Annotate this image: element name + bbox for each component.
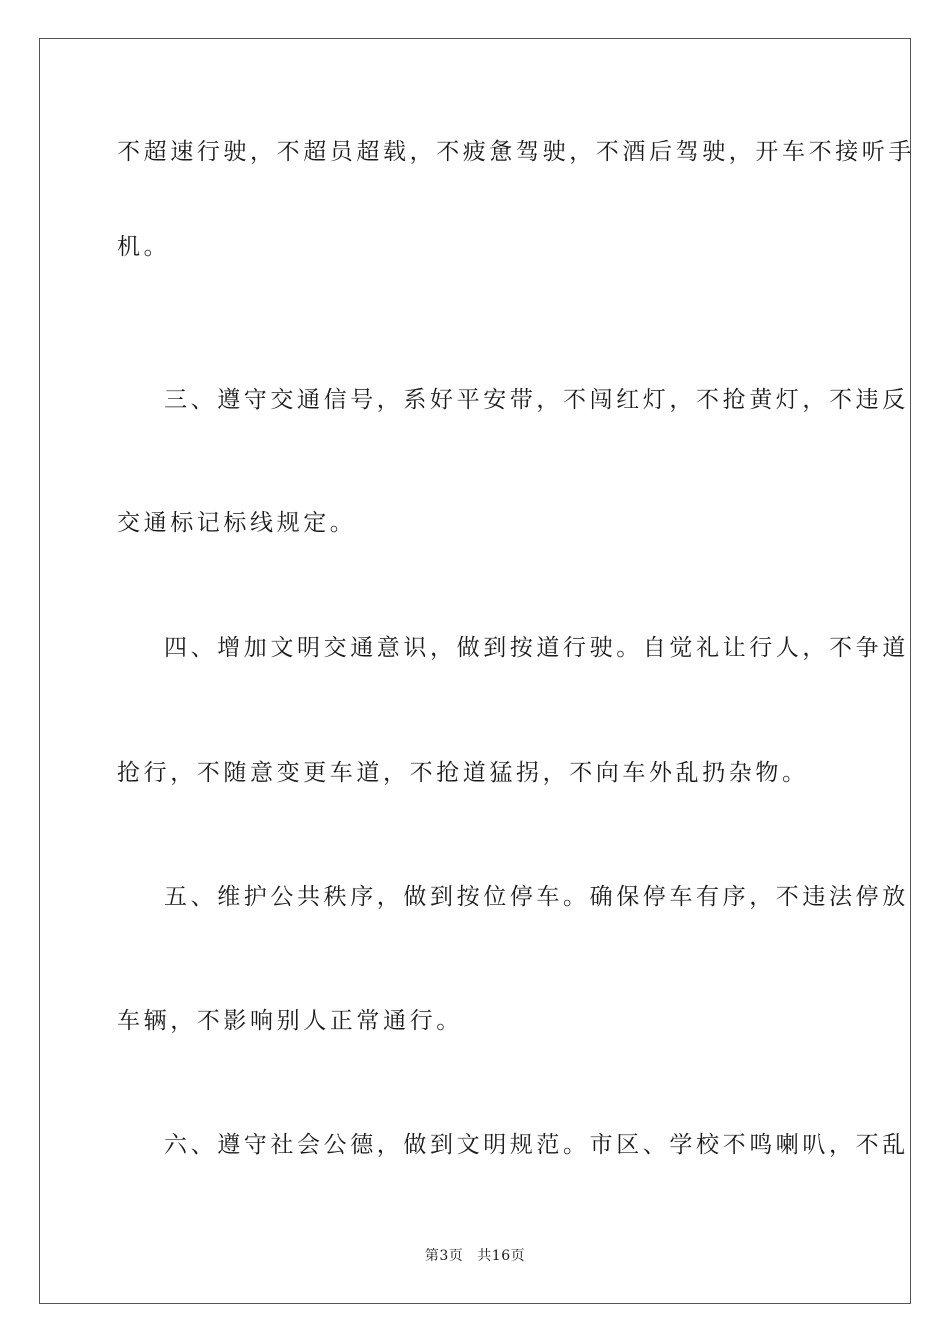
body-text-line: 不超速行驶，不超员超载，不疲惫驾驶，不酒后驾驶，开车不接听手 xyxy=(117,139,915,165)
body-text-line: 车辆，不影响别人正常通行。 xyxy=(117,1008,463,1034)
body-text-line: 交通标记标线规定。 xyxy=(117,510,357,536)
paragraph-five-start: 五、维护公共秩序，做到按位停车。确保停车有序，不违法停放 xyxy=(164,884,909,910)
body-text-line: 机。 xyxy=(117,234,171,260)
paragraph-four-start: 四、增加文明交通意识，做到按道行驶。自觉礼让行人，不争道 xyxy=(164,635,909,661)
page-number: 第3页 xyxy=(424,1248,464,1264)
page-border xyxy=(39,38,915,1304)
paragraph-three-start: 三、遵守交通信号，系好平安带，不闯红灯，不抢黄灯，不违反 xyxy=(164,387,909,413)
page-footer xyxy=(0,1246,950,1266)
body-text-line: 抢行，不随意变更车道，不抢道猛拐，不向车外乱扔杂物。 xyxy=(117,760,809,786)
page-total: 共16页 xyxy=(477,1248,526,1264)
paragraph-six-start: 六、遵守社会公德，做到文明规范。市区、学校不鸣喇叭，不乱 xyxy=(164,1132,909,1158)
